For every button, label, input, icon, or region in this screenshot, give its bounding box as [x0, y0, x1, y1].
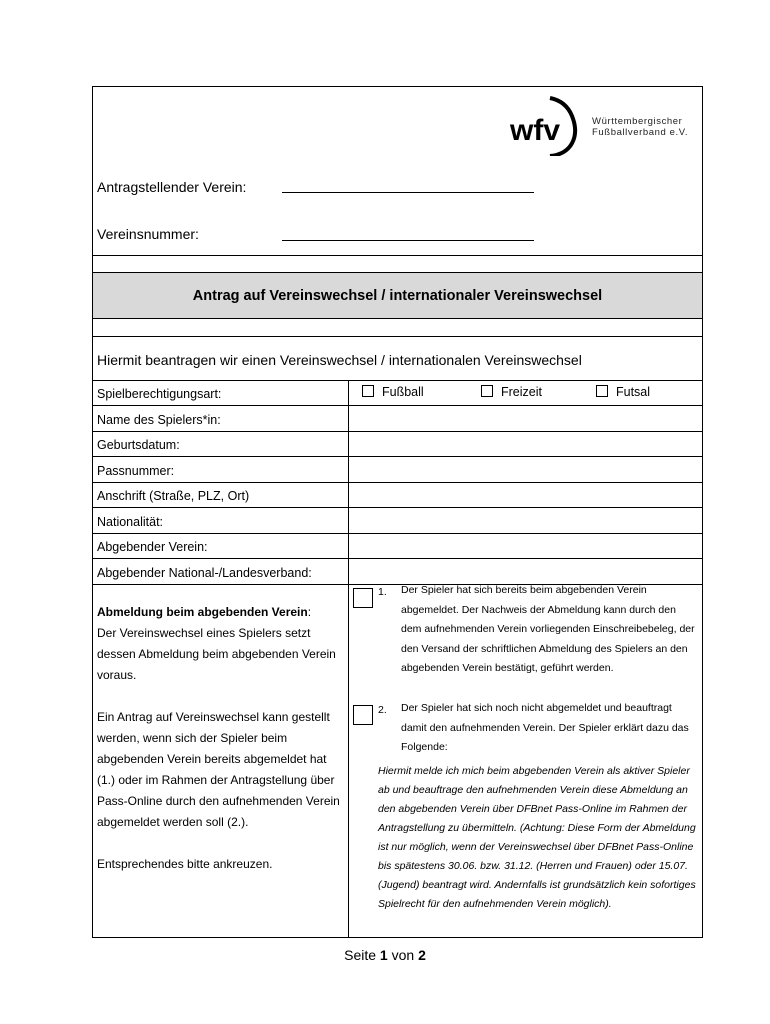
divider	[92, 507, 703, 508]
row-label-nationalitaet: Nationalität:	[97, 515, 164, 529]
fussball-label: Fußball	[382, 385, 424, 399]
row-label-passnummer: Passnummer:	[97, 464, 175, 478]
logo-line-1: Württembergischer	[592, 116, 683, 127]
freizeit-checkbox[interactable]	[481, 385, 493, 397]
page-footer	[0, 947, 770, 963]
verein-label: Antragstellender Verein:	[97, 179, 247, 195]
divider	[92, 482, 703, 483]
divider	[92, 255, 703, 256]
vereinsnummer-input-line[interactable]	[282, 240, 534, 241]
abmeldung-para-1: Der Vereinswechsel eines Spielers setzt dessen Abmeldung beim abgebenden Verein voraus.	[97, 626, 336, 682]
column-divider	[348, 380, 349, 937]
intro-text: Hiermit beantragen wir einen Vereinswechsel / internationalen Vereinswechsel	[97, 352, 582, 368]
abmeldung-heading: Abmeldung beim abgebenden Verein	[97, 605, 308, 619]
logo-letters: wfv	[510, 114, 561, 147]
option-2-declaration: Hiermit melde ich mich beim abgebenden Verein als aktiver Spieler ab und beauftrage den aufnehmenden Verein diese Abmeldung an den abgebenden Verein über DFBnet Pass-Online im Rahmen der Antragstellung zu übermitteln. (Achtung: Diese Form der Abmeldung ist nur möglich, wenn der Vereinswechsel über DFBnet Pass-Online bis spätestens 30.06. bzw. 31.12. (Herren und Frauen) oder 15.07. (Jugend) beantragt wird. Andernfalls ist grundsätzlich kein sofortiges Spielrecht für den aufnehmenden Verein möglich).	[378, 765, 696, 910]
abmeldung-block	[97, 602, 347, 875]
abmeldung-para-2: Ein Antrag auf Vereinswechsel kann gestellt werden, wenn sich der Spieler beim abgebenden Verein bereits abgemeldet hat (1.) oder im Rahmen der Antragstellung über Pass-Online durch den aufnehmenden Verein abgemeldet werden soll (2.).	[97, 710, 340, 829]
option-1-number: 1.	[378, 586, 387, 598]
option-2-checkbox[interactable]	[353, 705, 373, 725]
row-label-anschrift: Anschrift (Straße, PLZ, Ort)	[97, 489, 250, 503]
row-label-geburtsdatum: Geburtsdatum:	[97, 438, 180, 452]
freizeit-label: Freizeit	[501, 385, 542, 399]
form-title: Antrag auf Vereinswechsel / internationaler Vereinswechsel	[192, 288, 603, 304]
option-1-text: Der Spieler hat sich bereits beim abgebenden Verein abgemeldet. Der Nachweis der Abmeldung kann durch den dem aufnehmenden Verein vorliegenden Einschreibebeleg, der den Versand der schriftlichen Abmeldung des Spielers an den abgebenden Verein bestätigt, geführt werden.	[401, 584, 695, 674]
futsal-label: Futsal	[616, 385, 651, 399]
footer-mid: von	[391, 947, 415, 963]
logo-line-2: Fußballverband e.V.	[592, 127, 689, 138]
divider	[92, 380, 703, 381]
divider	[92, 456, 703, 457]
futsal-checkbox[interactable]	[596, 385, 608, 397]
logo-subtitle	[592, 116, 688, 138]
abmeldung-para-3: Entsprechendes bitte ankreuzen.	[97, 857, 273, 871]
spielberechtigung-label: Spielberechtigungsart:	[97, 387, 222, 401]
row-label-abgebender-verein: Abgebender Verein:	[97, 540, 208, 554]
divider	[92, 533, 703, 534]
row-label-name: Name des Spielers*in:	[97, 413, 221, 427]
abmeldung-heading-colon: :	[307, 605, 312, 619]
divider	[92, 336, 703, 337]
divider	[92, 558, 703, 559]
divider	[92, 405, 703, 406]
vereinsnummer-label: Vereinsnummer:	[97, 226, 199, 242]
footer-prefix: Seite	[344, 947, 377, 963]
footer-page: 1	[379, 947, 388, 963]
fussball-checkbox[interactable]	[362, 385, 374, 397]
option-2-number: 2.	[378, 704, 387, 716]
footer-total: 2	[418, 947, 426, 963]
option-1-checkbox[interactable]	[353, 588, 373, 608]
verein-input-line[interactable]	[282, 192, 534, 193]
divider	[92, 431, 703, 432]
row-label-landesverband: Abgebender National-/Landesverband:	[97, 566, 312, 580]
option-2-text: Der Spieler hat sich noch nicht abgemeldet und beauftragt damit den aufnehmenden Verein. Der Spieler erklärt dazu das Folgende:	[401, 702, 689, 753]
